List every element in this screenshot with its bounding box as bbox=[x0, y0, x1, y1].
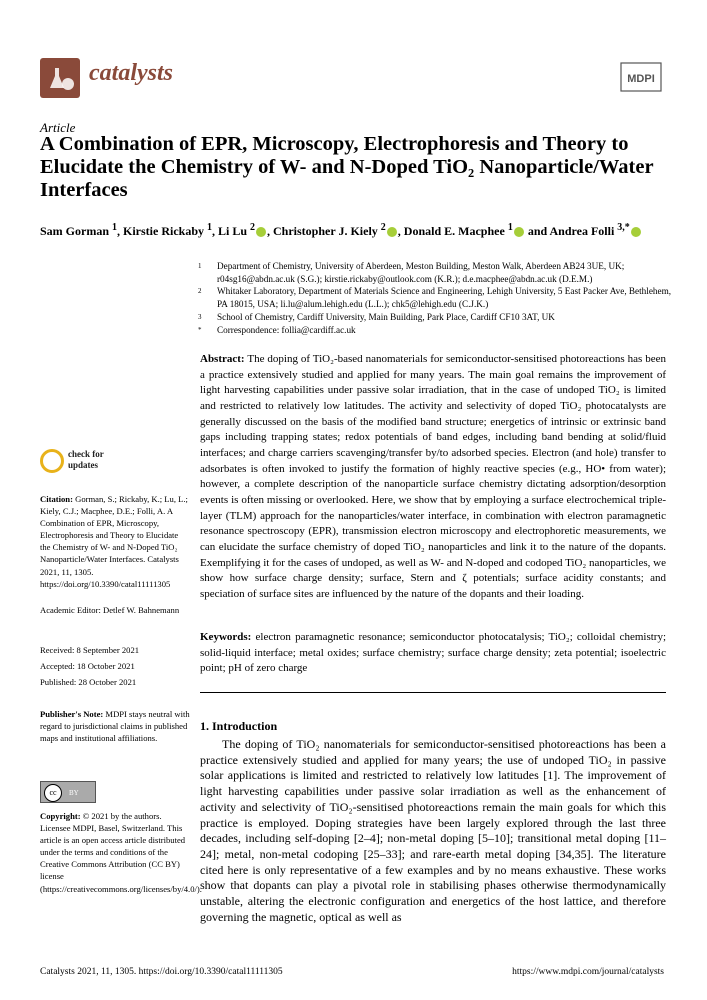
divider bbox=[200, 692, 666, 693]
check-for-updates-icon[interactable] bbox=[40, 449, 64, 473]
author-name: Kirstie Rickaby bbox=[123, 224, 204, 238]
author-list: Sam Gorman $^1$, Kirstie Rickaby $^1$, Li Lu $^2$ , Christopher J. Kiely $^2$ , Donald E. Macphee $^1$ and Andrea Folli $^{3,*}$ bbox=[40, 222, 680, 239]
check-for-updates-label[interactable]: check for updates bbox=[68, 449, 104, 470]
orcid-icon[interactable] bbox=[387, 227, 397, 237]
author-name: Li Lu bbox=[218, 224, 248, 238]
author-name: Andrea Folli bbox=[549, 224, 615, 238]
received-date: Received: 8 September 2021 bbox=[40, 645, 140, 655]
article-type: Article bbox=[40, 120, 76, 135]
citation: Citation: Gorman, S.; Rickaby, K.; Lu, L.; Kiely, C.J.; Macphee, D.E.; Folli, A. A Combination of EPR, Microscopy, Electrophoresis and Theory to Elucidate the Chemistry of W- and N-Doped TiO₂ Nanoparticle/Water Interfaces. Catalysts 2021, 11, 1305. https://doi.org/10.3390/catal11111305 bbox=[40, 494, 188, 589]
publisher-note: Publisher's Note: MDPI stays neutral with regard to jurisdictional claims in published maps and institutional affiliations. bbox=[40, 709, 190, 744]
section-heading: 1. Introduction bbox=[200, 719, 278, 733]
footer-journal-url[interactable]: https://www.mdpi.com/journal/catalysts bbox=[512, 967, 664, 977]
orcid-icon[interactable] bbox=[631, 227, 641, 237]
journal-logo-icon bbox=[40, 58, 80, 98]
accepted-date: Accepted: 18 October 2021 bbox=[40, 661, 135, 671]
author-name: Donald E. Macphee bbox=[403, 224, 505, 238]
paper-title: A Combination of EPR, Microscopy, Electrophoresis and Theory to Elucidate the Chemistry of W- and N-Doped TiO₂ Nanoparticle/Water Interfaces bbox=[40, 133, 654, 201]
author-name: Christopher J. Kiely bbox=[273, 224, 378, 238]
cc-by-license-icon[interactable]: cc BY bbox=[40, 781, 96, 803]
journal-name: catalysts bbox=[89, 60, 173, 86]
orcid-icon[interactable] bbox=[514, 227, 524, 237]
copyright: Copyright: © 2021 by the authors. Licensee MDPI, Basel, Switzerland. This article is an open access article distributed under the terms and conditions of the Creative Commons Attribution (CC BY) license (https://creativecommons.org/licenses/by/4.0/). bbox=[40, 811, 202, 894]
academic-editor: Academic Editor: Detlef W. Bahnemann bbox=[40, 605, 180, 615]
introduction-text: The doping of TiO₂ nanomaterials for semiconductor-sensitised photoreactions has been a practice extensively studied and applied for many years; the use of undoped TiO₂ in passive solar applications is limited and restricted to relatively low latitudes [1]. The improvement of light harvesting capabilities under passive solar irradiation as well as the enhancement of activity and selectivity of TiO₂-sensitised photoreactions remain the main goals for which this practice is employed. Doping strategies have been largely explored through the last three decades, including self-doping [2–4]; non-metal doping [5–10]; transitional metal doping [11–24]; metal, non-metal codoping [25–33]; and rare-earth metal doping [34,35]. The literature cited here is only representative of a few examples and by no means exhaustive. These works show that dopants can play a pivotal role in stabilising phases otherwise thermodynamically unstable, altering the electronic configuration and energetics of the host lattice, and therefore governing the magnetic, optical as well as bbox=[200, 737, 666, 924]
orcid-icon[interactable] bbox=[256, 227, 266, 237]
keywords: Keywords: electron paramagnetic resonance; semiconductor photocatalysis; TiO₂; colloidal chemistry; solid-liquid interface; metal oxides; surface chemistry; surface charge density; zeta potential; isoelectric point; pH of zero charge bbox=[200, 631, 667, 675]
author-name: Sam Gorman bbox=[40, 224, 109, 238]
publisher-name: MDPI bbox=[627, 73, 655, 85]
abstract: Abstract: The doping of TiO₂-based nanomaterials for semiconductor-sensitised photoreactions has been a practice extensively studied and applied for many years. The main goal remains the improvement of light harvesting capabilities under passive solar irradiation, that in the case of undoped TiO₂ is limited and restricted to relatively low latitudes. The activity and selectivity of doped TiO₂ photocatalysts are generally discussed on the basis of the modified band structure; energetics of intrinsic or extrinsic band gaps including trapping states; redox potentials of band edges, including band bending at solid/fluid interfaces; and charge carriers scavenging/transfer by/to adsorbed species. Electron (and hole) transfer to adsorbates is often invoked to justify the formation of highly reactive species (e.g., HO• from water); however, a complete description of the nanoparticle surface chemistry dictating adsorption/desorption events is often missing or overlooked. Here, we show that by employing a surface electrochemical triple-layer (TLM) approach for the nanoparticles/water interface, in combination with electron paramagnetic resonance spectroscopy (EPR), transmission electron microscopy and electrophoretic measurements, we can elucidate the surface chemistry of doped TiO₂ nanoparticles and link it to the nature of the dopants. Exemplifying it for the cases of undoped, as well as W- and N-doped and codoped TiO₂ nanoparticles, we show how surface charge density; surface, Stern and ζ potentials; surface acidity constants; and speciation of surface sites are influenced by the nature of the dopants and their loading. bbox=[200, 353, 666, 600]
footer-citation: Catalysts 2021, 11, 1305. https://doi.org/10.3390/catal11111305 bbox=[40, 967, 283, 977]
mdpi-logo-icon[interactable] bbox=[620, 62, 662, 92]
published-date: Published: 28 October 2021 bbox=[40, 677, 137, 687]
